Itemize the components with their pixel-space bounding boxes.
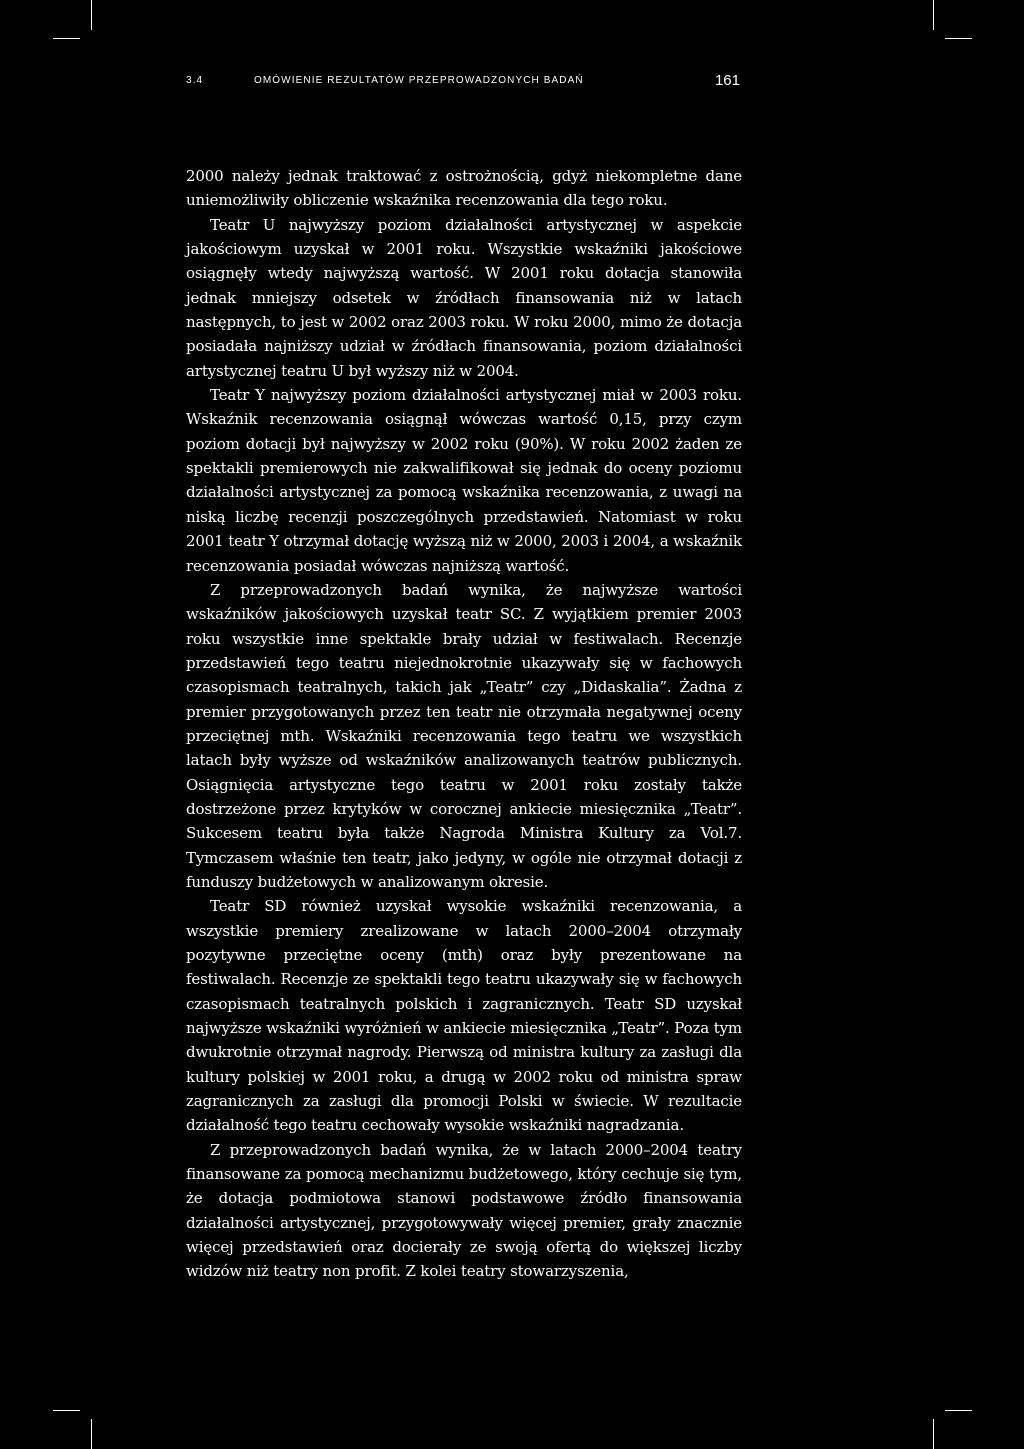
paragraph-teatr-y: Teatr Y najwyższy poziom działalności artystycznej miał w 2003 roku. Wskaźnik recenzowania osiągnął wówczas wartość 0,15, przy czym poziom dotacji był najwyższy w 2002 roku (90%). W roku 2002 żaden ze spektakli premierowych nie zakwalifikował się jednak do oceny poziomu działalności artystycznej za pomocą wskaźnika recenzowania, z uwagi na niską liczbę recenzji poszczególnych przedstawień. Natomiast w roku 2001 teatr Y otrzymał dotację wyższą niż w 2000, 2003 i 2004, a wskaźnik recenzowania posiadał wówczas najniższą wartość.: [186, 386, 742, 575]
crop-mark-bottom-left-horizontal: [53, 1410, 80, 1411]
running-head: [186, 72, 742, 94]
paragraph-teatr-u: Teatr U najwyższy poziom działalności artystycznej w aspekcie jakościowym uzyskał w 2001 roku. Wszystkie wskaźniki jakościowe osiągnęły wtedy najwyższą wartość. W 2001 roku dotacja stanowiła jednak mniejszy odsetek w źródłach finansowania niż w latach następnych, to jest w 2002 oraz 2003 roku. W roku 2000, mimo że dotacja posiadała najniższy udział w źródłach finansowania, poziom działalności artystycznej teatru U był wyższy niż w 2004.: [186, 215, 742, 380]
body-text: [186, 164, 742, 1284]
section-number: 3.4: [186, 75, 204, 86]
crop-mark-bottom-right: [933, 1419, 934, 1449]
crop-mark-top-right-horizontal: [945, 38, 972, 39]
paragraph-conclusion: Z przeprowadzonych badań wynika, że w latach 2000–2004 teatry finansowane za pomocą mechanizmu budżetowego, który cechuje się tym, że dotacja podmiotowa stanowi podstawowe źródło finansowania działalności artystycznej, przygotowywały więcej premier, grały znacznie więcej przedstawień oraz docierały ze swoją ofertą do większej liczby widzów niż teatry non profit. Z kolei teatry stowarzyszenia,: [186, 1140, 742, 1281]
paragraph-teatr-sc: Z przeprowadzonych badań wynika, że najwyższe wartości wskaźników jakościowych uzyskał teatr SC. Z wyjątkiem premier 2003 roku wszystkie inne spektakle brały udział w festiwalach. Recenzje przedstawień tego teatru niejednokrotnie ukazywały się w fachowych czasopismach teatralnych, takich jak „Teatr” czy „Didaskalia”. Żadna z premier przygotowanych przez ten teatr nie otrzymała negatywnej oceny przeciętnej mth. Wskaźniki recenzowania tego teatru we wszystkich latach były wyższe od wskaźników analizowanych teatrów publicznych. Osiągnięcia artystyczne tego teatru w 2001 roku zostały także dostrzeżone przez krytyków w corocznej ankiecie miesięcznika „Teatr”. Sukcesem teatru była także Nagroda Ministra Kultury za Vol.7. Tymczasem właśnie ten teatr, jako jedyny, w ogóle nie otrzymał dotacji z funduszy budżetowych w analizowanym okresie.: [186, 580, 742, 891]
section-title: OMÓWIENIE REZULTATÓW PRZEPROWADZONYCH BADAŃ: [254, 75, 584, 86]
crop-mark-top-left: [91, 0, 92, 30]
paragraph-continuation: 2000 należy jednak traktować z ostrożnością, gdyż niekompletne dane uniemożliwiły obliczenie wskaźnika recenzowania dla tego roku.: [186, 167, 742, 210]
page-number: 161: [714, 72, 740, 89]
crop-mark-bottom-left: [91, 1419, 92, 1449]
crop-mark-top-right: [933, 0, 934, 30]
paragraph-teatr-sd: Teatr SD również uzyskał wysokie wskaźniki recenzowania, a wszystkie premiery zrealizowane w latach 2000–2004 otrzymały pozytywne przeciętne oceny (mth) oraz były prezentowane na festiwalach. Recenzje ze spektakli tego teatru ukazywały się w fachowych czasopismach teatralnych polskich i zagranicznych. Teatr SD uzyskał najwyższe wskaźniki wyróżnień w ankiecie miesięcznika „Teatr”. Poza tym dwukrotnie otrzymał nagrody. Pierwszą od ministra kultury za zasługi dla kultury polskiej w 2001 roku, a drugą w 2002 roku od ministra spraw zagranicznych za zasługi dla promocji Polski w świecie. W rezultacie działalność tego teatru cechowały wysokie wskaźniki nagradzania.: [186, 897, 742, 1135]
crop-mark-top-left-horizontal: [53, 38, 80, 39]
crop-mark-bottom-right-horizontal: [945, 1410, 972, 1411]
